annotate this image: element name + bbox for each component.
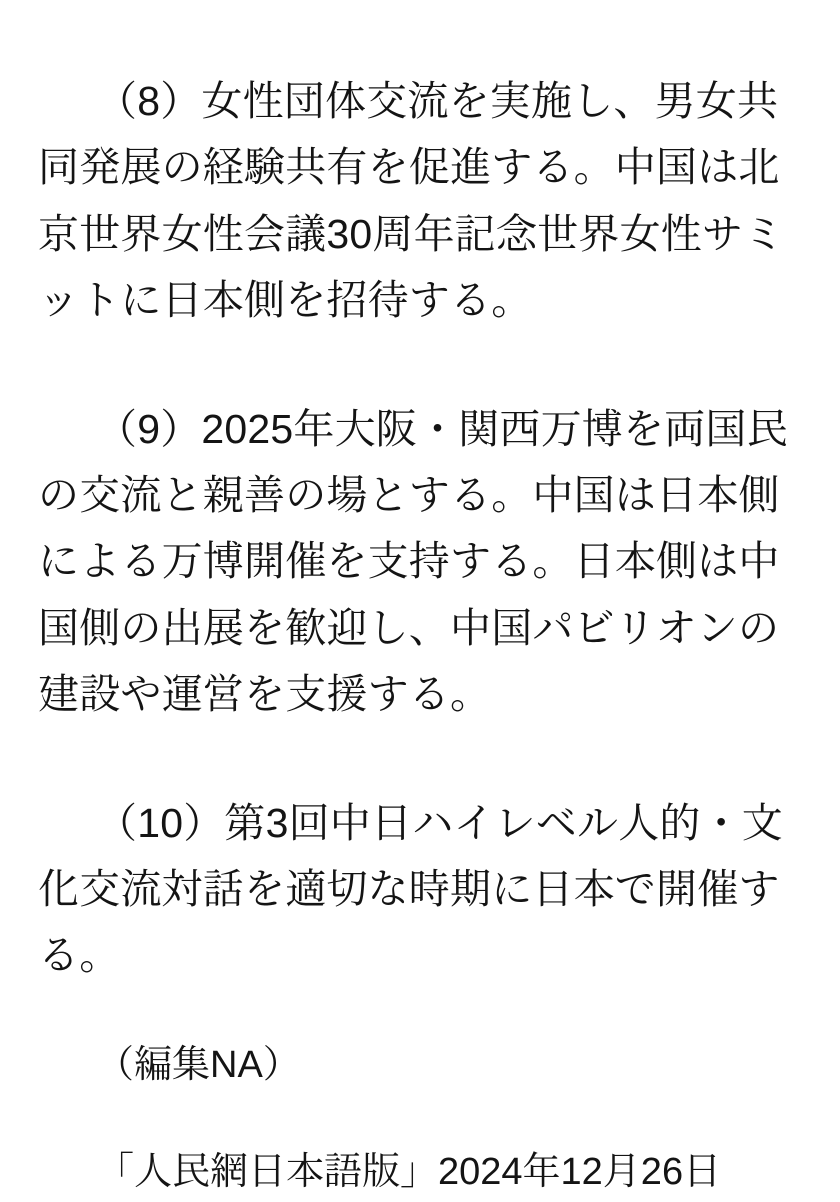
paragraph-10: （10）第3回中日ハイレベル人的・文化交流対話を適切な時期に日本で開催する。 [38, 799, 784, 979]
spacer-top [38, 26, 802, 68]
source-and-date: 「人民網日本語版」2024年12月26日 [96, 1150, 722, 1193]
paragraph-gap-4 [38, 1096, 802, 1142]
editor-note: （編集NA） [96, 1043, 301, 1086]
article-body [0, 26, 840, 1202]
paragraph-8: （8）女性団体交流を実施し、男女共同発展の経験共有を促進する。中国は北京世界女性会議30周年記念世界女性サミットに日本側を招待する。 [38, 78, 785, 324]
paragraph-gap-1 [38, 334, 802, 396]
paragraph-gap-3 [38, 989, 802, 1035]
paragraph-gap-2 [38, 728, 802, 790]
page-top-margin [0, 0, 840, 26]
paragraph-9: （9）2025年大阪・関西万博を両国民の交流と親善の場とする。中国は日本側による万博開催を支持する。日本側は中国側の出展を歓迎し、中国パビリオンの建設や運営を支援する。 [38, 405, 788, 718]
